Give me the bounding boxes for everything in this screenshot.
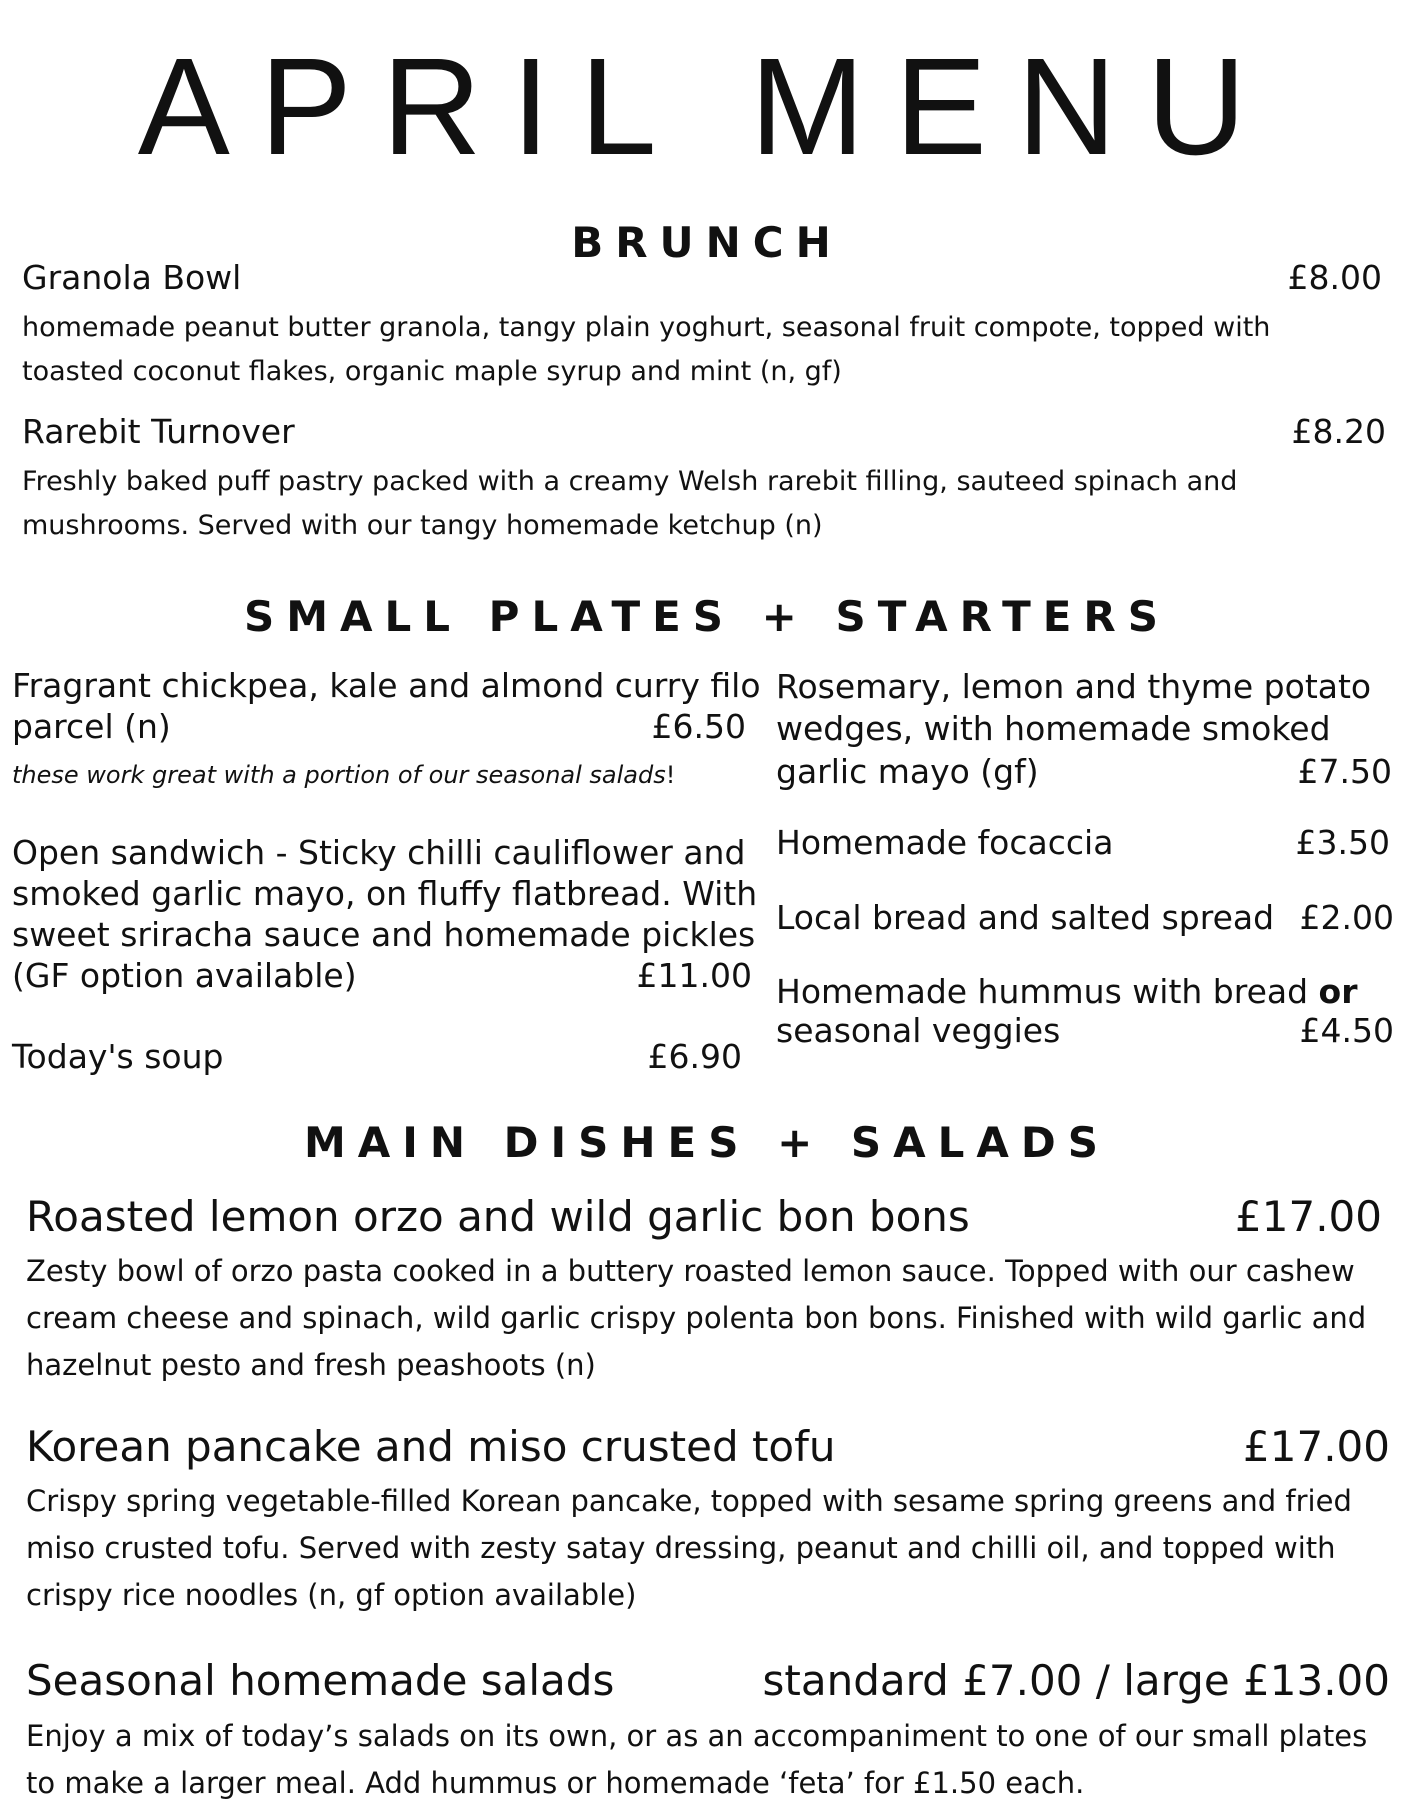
brunch-item-name: Rarebit Turnover bbox=[22, 412, 295, 451]
section-heading-small-plates: SMALL PLATES + STARTERS bbox=[243, 592, 1171, 641]
small-plate-note: these work great with a portion of our seasonal salads! bbox=[12, 761, 676, 789]
small-plate-price: £4.50 bbox=[1299, 1011, 1394, 1050]
main-dish-price: £17.00 bbox=[1235, 1192, 1382, 1241]
section-heading-brunch: BRUNCH bbox=[571, 218, 843, 267]
small-plate-name: Homemade focaccia bbox=[776, 823, 1114, 862]
small-plate-price: £11.00 bbox=[636, 956, 752, 995]
main-dish-name: Seasonal homemade salads bbox=[26, 1656, 615, 1705]
brunch-item-description: Freshly baked puff pastry packed with a creamy Welsh rarebit filling, sauteed spinach and mushrooms. Served with our tangy homemade ketchup (n) bbox=[22, 466, 1238, 541]
small-plate-name: Local bread and salted spread bbox=[776, 898, 1275, 937]
small-plate-name: Rosemary, lemon and thyme potato bbox=[776, 667, 1372, 706]
small-plate-price: £7.50 bbox=[1297, 752, 1392, 791]
brunch-item-description: homemade peanut butter granola, tangy plain yoghurt, seasonal fruit compote, topped with toasted coconut flakes, organic maple syrup and mint (n, gf) bbox=[22, 312, 1271, 387]
main-dish-price: £17.00 bbox=[1243, 1422, 1390, 1471]
small-plate-name: Homemade hummus with bread or bbox=[776, 972, 1358, 1011]
small-plate-price: £2.00 bbox=[1299, 898, 1394, 937]
small-plate-price: £6.50 bbox=[651, 707, 746, 746]
small-plate-name: Open sandwich - Sticky chilli cauliflower and bbox=[12, 833, 746, 872]
menu-title: APRIL MENU bbox=[137, 30, 1277, 184]
small-plate-name: smoked garlic mayo, on fluffy flatbread. With bbox=[12, 874, 758, 913]
main-dish-name: Korean pancake and miso crusted tofu bbox=[26, 1422, 836, 1471]
main-dish-name: Roasted lemon orzo and wild garlic bon bons bbox=[26, 1192, 970, 1241]
section-heading-mains: MAIN DISHES + SALADS bbox=[303, 1118, 1111, 1167]
small-plate-name: (GF option available) bbox=[12, 956, 357, 995]
brunch-item-price: £8.20 bbox=[1291, 412, 1386, 451]
small-plate-name: garlic mayo (gf) bbox=[776, 752, 1039, 791]
main-dish-price: standard £7.00 / large £13.00 bbox=[762, 1656, 1390, 1705]
main-dish-description: Zesty bowl of orzo pasta cooked in a buttery roasted lemon sauce. Topped with our cashew cream cheese and spinach, wild garlic crispy polenta bon bons. Finished with wild garlic and hazelnut pesto and fresh peashoots (n) bbox=[26, 1254, 1367, 1382]
brunch-item-name: Granola Bowl bbox=[22, 258, 242, 297]
small-plate-name: Today's soup bbox=[12, 1037, 224, 1076]
small-plate-price: £6.90 bbox=[647, 1037, 742, 1076]
brunch-item-price: £8.00 bbox=[1287, 258, 1382, 297]
main-dish-description: Crispy spring vegetable-filled Korean pancake, topped with sesame spring greens and fried miso crusted tofu. Served with zesty satay dressing, peanut and chilli oil, and topped with crispy rice noodles (n, gf option available) bbox=[26, 1484, 1352, 1612]
small-plate-price: £3.50 bbox=[1295, 823, 1390, 862]
main-dish-description: Enjoy a mix of today’s salads on its own, or as an accompaniment to one of our small plates to make a larger meal. Add hummus or homemade ‘feta’ for £1.50 each. bbox=[26, 1719, 1368, 1800]
small-plate-name: wedges, with homemade smoked bbox=[776, 709, 1331, 748]
small-plate-name: sweet sriracha sauce and homemade pickles bbox=[12, 915, 756, 954]
small-plate-name: parcel (n) bbox=[12, 707, 171, 746]
small-plate-name: Fragrant chickpea, kale and almond curry filo bbox=[12, 666, 761, 705]
small-plate-name: seasonal veggies bbox=[776, 1011, 1061, 1050]
